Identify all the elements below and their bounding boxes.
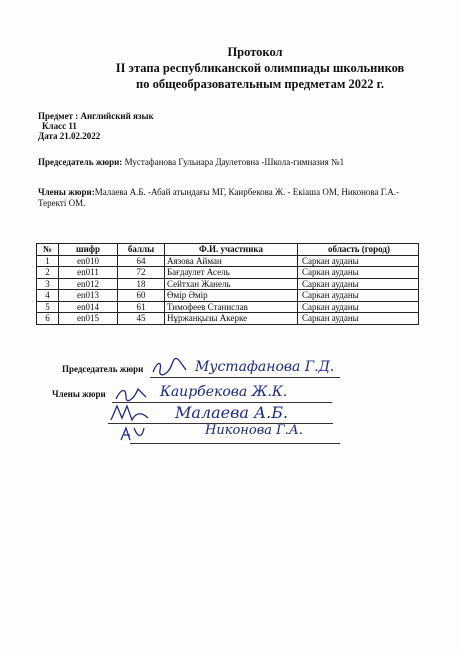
cell-number: 6: [37, 313, 59, 325]
cell-code: en013: [59, 290, 118, 302]
cell-region: Саркан ауданы: [298, 301, 419, 313]
cell-number: 5: [37, 301, 59, 313]
title-block: [0, 44, 460, 92]
table-row: [37, 267, 419, 279]
subject-line: Предмет : Английский язык: [38, 111, 154, 121]
signature-members-label: Члены жюри: [52, 389, 106, 399]
jury-members-value: Малаева А.Б. -Абай атындағы МГ, Каирбекова Ж. - Екiаша ОМ, Никонова Г.А.-Теректi ОМ.: [38, 187, 399, 208]
signature-member3-handwriting: Никонова Г.А.: [205, 423, 303, 438]
signature-chair-label: Председатель жюри: [62, 364, 144, 374]
header-code: шифр: [59, 244, 118, 256]
cell-region: Саркан ауданы: [298, 290, 419, 302]
cell-region: Саркан ауданы: [298, 255, 419, 267]
document-subtitle-2: по общеобразовательным предметам 2022 г.: [136, 77, 384, 91]
header-number: №: [37, 244, 59, 256]
cell-score: 72: [118, 267, 165, 279]
signature-chair-scribble: [150, 358, 190, 380]
cell-region: Саркан ауданы: [298, 313, 419, 325]
cell-score: 64: [118, 255, 165, 267]
cell-participant: Сейтхан Жанель: [165, 278, 298, 290]
date-line: Дата 21.02.2022: [38, 131, 101, 141]
table-row: [37, 255, 419, 267]
cell-participant: Тимофеев Станислав: [165, 301, 298, 313]
jury-members-label: Члены жюри:: [38, 187, 95, 197]
header-participant: Ф.И. участника: [165, 244, 298, 256]
cell-number: 3: [37, 278, 59, 290]
cell-score: 45: [118, 313, 165, 325]
cell-participant: Нұржанқызы Акерке: [165, 313, 298, 325]
results-table: [36, 243, 419, 325]
cell-number: 2: [37, 267, 59, 279]
table-row: [37, 301, 419, 313]
signature-member1-handwriting: Каирбекова Ж.К.: [160, 384, 288, 400]
cell-participant: Аязова Айман: [165, 255, 298, 267]
cell-score: 18: [118, 278, 165, 290]
grade-line: Класс 11: [42, 121, 77, 131]
cell-number: 1: [37, 255, 59, 267]
signature-chair-handwriting: Мустафанова Г.Д.: [195, 359, 335, 375]
cell-participant: Өмір Әмір: [165, 290, 298, 302]
table-header-row: [37, 244, 419, 256]
cell-code: en012: [59, 278, 118, 290]
header-region: область (город): [298, 244, 419, 256]
jury-chair-label: Председатель жюри:: [38, 157, 123, 167]
signature-member2-handwriting: Малаева А.Б.: [175, 403, 289, 422]
signature-member2-scribble: [108, 402, 152, 426]
jury-chair-line: [38, 157, 344, 168]
cell-participant: Бағдаулет Асель: [165, 267, 298, 279]
cell-score: 61: [118, 301, 165, 313]
cell-code: en014: [59, 301, 118, 313]
jury-members-line: [38, 187, 413, 209]
cell-code: en015: [59, 313, 118, 325]
document-title: Протокол: [227, 45, 283, 59]
document-subtitle: II этапа республиканской олимпиады школьников: [115, 61, 405, 75]
header-score: баллы: [118, 244, 165, 256]
cell-score: 60: [118, 290, 165, 302]
cell-region: Саркан ауданы: [298, 278, 419, 290]
cell-code: en010: [59, 255, 118, 267]
signature-member3-line: [130, 443, 340, 444]
table-row: [37, 278, 419, 290]
table-row: [37, 290, 419, 302]
signature-member3-scribble: [118, 424, 148, 446]
cell-number: 4: [37, 290, 59, 302]
table-row: [37, 313, 419, 325]
cell-region: Саркан ауданы: [298, 267, 419, 279]
jury-chair-value: Мустафанова Гульнара Даулетовна -Школа-гимназия №1: [122, 157, 345, 167]
cell-code: en011: [59, 267, 118, 279]
